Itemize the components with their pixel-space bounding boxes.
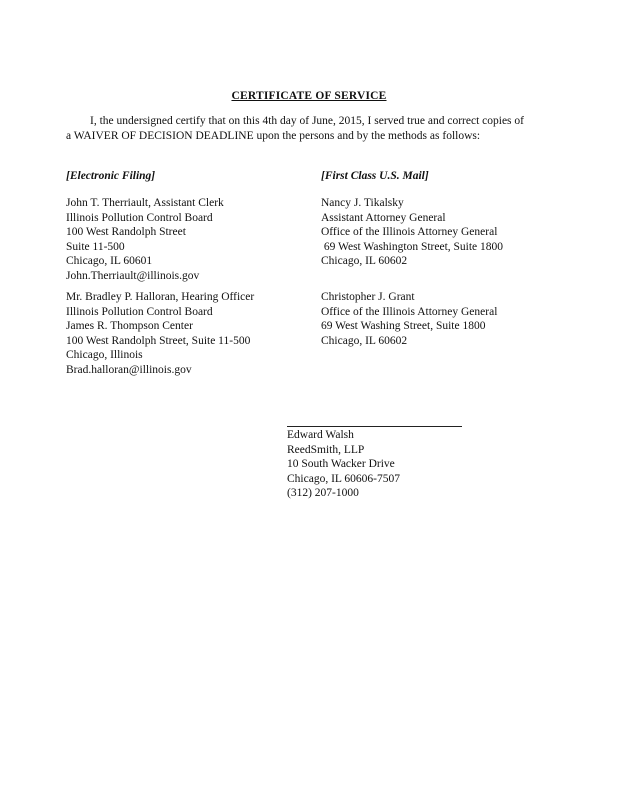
recipient-city: Chicago, IL 60602 <box>321 334 408 347</box>
recipient-org: Illinois Pollution Control Board <box>66 211 213 224</box>
recipient-block-tikalsky <box>321 196 561 269</box>
recipient-title: Assistant Attorney General <box>321 211 446 224</box>
signer-city: Chicago, IL 60606-7507 <box>287 472 400 485</box>
recipient-block-therriault <box>66 196 306 283</box>
signer-name: Edward Walsh <box>287 429 354 441</box>
signature-block <box>287 428 527 501</box>
recipient-building: James R. Thompson Center <box>66 320 193 332</box>
recipient-street: 100 West Randolph Street, Suite 11-500 <box>66 334 251 347</box>
recipient-org: Office of the Illinois Attorney General <box>321 305 498 318</box>
recipient-email: Brad.halloran@illinois.gov <box>66 363 192 376</box>
document-title: CERTIFICATE OF SERVICE <box>231 90 387 102</box>
recipient-street: 69 West Washing Street, Suite 1800 <box>321 320 486 332</box>
recipient-city: Chicago, Illinois <box>66 349 143 361</box>
intro-text: I, the undersigned certify that on this 4th day of June, 2015, I served true and correct copies of a WAIVER OF DECISION DEADLINE upon the persons and by the methods as follows: <box>66 115 524 142</box>
recipient-name: John T. Therriault, Assistant Clerk <box>66 197 224 209</box>
recipient-email: John.Therriault@illinois.gov <box>66 269 200 282</box>
signature-line <box>287 426 462 427</box>
recipient-name: Nancy J. Tikalsky <box>321 197 404 209</box>
recipient-street: 69 West Washington Street, Suite 1800 <box>321 240 504 253</box>
recipient-name: Mr. Bradley P. Halloran, Hearing Officer <box>66 291 255 303</box>
recipient-city: Chicago, IL 60602 <box>321 255 408 267</box>
intro-paragraph <box>66 114 526 143</box>
recipient-block-grant <box>321 290 561 348</box>
recipient-street: 100 West Randolph Street <box>66 226 186 238</box>
recipient-org: Illinois Pollution Control Board <box>66 305 213 318</box>
recipient-block-halloran <box>66 290 306 377</box>
first-class-mail-heading: [First Class U.S. Mail] <box>321 170 429 182</box>
electronic-filing-heading: [Electronic Filing] <box>66 170 156 182</box>
recipient-city: Chicago, IL 60601 <box>66 255 153 267</box>
recipient-org: Office of the Illinois Attorney General <box>321 226 498 238</box>
signer-phone: (312) 207-1000 <box>287 487 359 499</box>
signer-street: 10 South Wacker Drive <box>287 458 395 470</box>
recipient-suite: Suite 11-500 <box>66 240 125 253</box>
electronic-filing-column <box>66 169 306 184</box>
first-class-mail-column <box>321 169 561 184</box>
recipient-name: Christopher J. Grant <box>321 291 415 303</box>
signer-firm: ReedSmith, LLP <box>287 443 365 456</box>
